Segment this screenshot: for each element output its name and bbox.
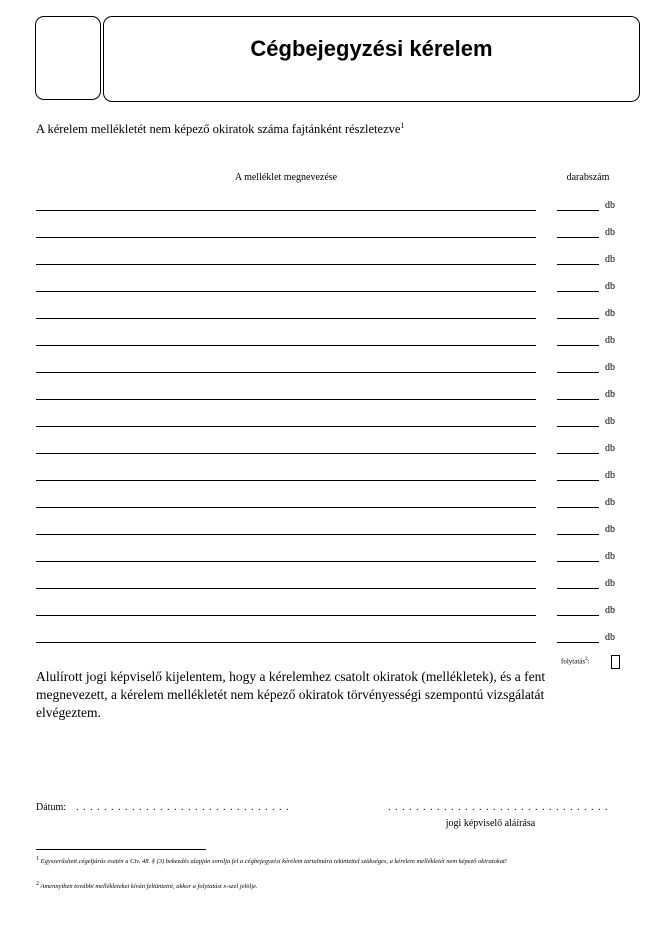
unit-label: db [605,578,615,589]
attachment-count-field[interactable] [557,345,599,346]
footnote-divider [36,849,206,850]
footnote-ref-2: 2 [585,657,588,662]
signature-label: jogi képviselő aláírása [445,818,536,829]
footnote-1 [36,855,646,866]
attachment-row [0,362,662,382]
attachment-name-field[interactable] [36,237,536,238]
continuation-colon: : [587,657,590,666]
attachment-row [0,200,662,220]
unit-label: db [605,605,615,616]
unit-label: db [605,524,615,535]
attachment-row [0,632,662,652]
attachment-row [0,524,662,544]
unit-label: db [605,416,615,427]
unit-label: db [605,470,615,481]
footnote-ref-1: 1 [400,121,405,130]
attachment-row [0,416,662,436]
attachment-name-field[interactable] [36,480,536,481]
attachment-name-field[interactable] [36,399,536,400]
attachment-count-field[interactable] [557,399,599,400]
footnote-1-text: Egyszerűsített cégeljárás esetén a Ctv. 48. § (3) bekezdés alapján sorolja fel a cégbejegyzési kérelem tartalmára tekintettel szükséges, a kérelem mellékletét nem képező okiratokat! [40,858,507,866]
attachment-name-field[interactable] [36,507,536,508]
attachment-count-field[interactable] [557,237,599,238]
continuation-text: folytatás [561,657,586,666]
page-title: Cégbejegyzési kérelem [250,36,493,61]
unit-label: db [605,497,615,508]
continuation-checkbox[interactable] [611,655,620,669]
footnote-2-number: 2 [36,881,39,887]
unit-label: db [605,389,615,400]
attachment-name-field[interactable] [36,210,536,211]
attachment-count-field[interactable] [557,291,599,292]
attachment-row [0,335,662,355]
attachment-name-field[interactable] [36,426,536,427]
attachment-row [0,308,662,328]
attachment-row [0,497,662,517]
attachment-row [0,389,662,409]
attachment-count-field[interactable] [557,534,599,535]
attachment-count-field[interactable] [557,264,599,265]
attachment-row [0,605,662,625]
unit-label: db [605,200,615,211]
attachment-count-field[interactable] [557,318,599,319]
attachment-row [0,227,662,247]
unit-label: db [605,281,615,292]
unit-label: db [605,335,615,346]
attachment-name-field[interactable] [36,345,536,346]
attachment-count-field[interactable] [557,615,599,616]
attachment-count-field[interactable] [557,480,599,481]
attachment-row [0,254,662,274]
footnote-1-number: 1 [36,856,39,862]
attachment-name-field[interactable] [36,372,536,373]
attachment-row [0,470,662,490]
attachment-count-field[interactable] [557,642,599,643]
unit-label: db [605,551,615,562]
attachment-name-field[interactable] [36,264,536,265]
attachment-name-field[interactable] [36,642,536,643]
attachment-name-field[interactable] [36,588,536,589]
count-header: darabszám [566,172,610,183]
date-label: Dátum: [36,802,66,813]
signature-field[interactable]: . . . . . . . . . . . . . . . . . . . . . . . . . . . . . . . . [388,802,609,813]
attachment-name-field[interactable] [36,318,536,319]
attachment-name-field[interactable] [36,291,536,292]
attachment-count-field[interactable] [557,426,599,427]
unit-label: db [605,632,615,643]
attachment-count-field[interactable] [557,561,599,562]
unit-label: db [605,254,615,265]
attachment-row [0,578,662,598]
footnote-2 [36,880,646,891]
attachment-row [0,551,662,571]
attachment-count-field[interactable] [557,372,599,373]
attachment-row [0,443,662,463]
continuation-label [561,657,590,665]
unit-label: db [605,443,615,454]
intro-label: A kérelem mellékletét nem képező okiratok száma fajtánként részletezve [36,122,401,137]
attachment-count-field[interactable] [557,453,599,454]
attachment-name-field[interactable] [36,615,536,616]
date-field[interactable]: . . . . . . . . . . . . . . . . . . . . . . . . . . . . . . . [76,802,290,813]
footnote-2-text: Amennyiben további mellékleteket kíván feltüntetni, akkor a folytatást x-szel jelölje. [40,883,258,891]
attachment-name-field[interactable] [36,453,536,454]
attachment-count-field[interactable] [557,507,599,508]
attachment-count-field[interactable] [557,588,599,589]
attachment-name-field[interactable] [36,534,536,535]
attachment-name-header: A melléklet megnevezése [234,172,338,183]
attachment-count-field[interactable] [557,210,599,211]
attachment-name-field[interactable] [36,561,536,562]
unit-label: db [605,227,615,238]
attachment-row [0,281,662,301]
declaration-text: Alulírott jogi képviselő kijelentem, hogy a kérelemhez csatolt okiratok (mellékletek), és a fent megnevezett, a kérelem mellékletét nem képező okiratok törvényességi szempontú vizsgálatát elvégeztem. [36,669,546,720]
unit-label: db [605,308,615,319]
unit-label: db [605,362,615,373]
